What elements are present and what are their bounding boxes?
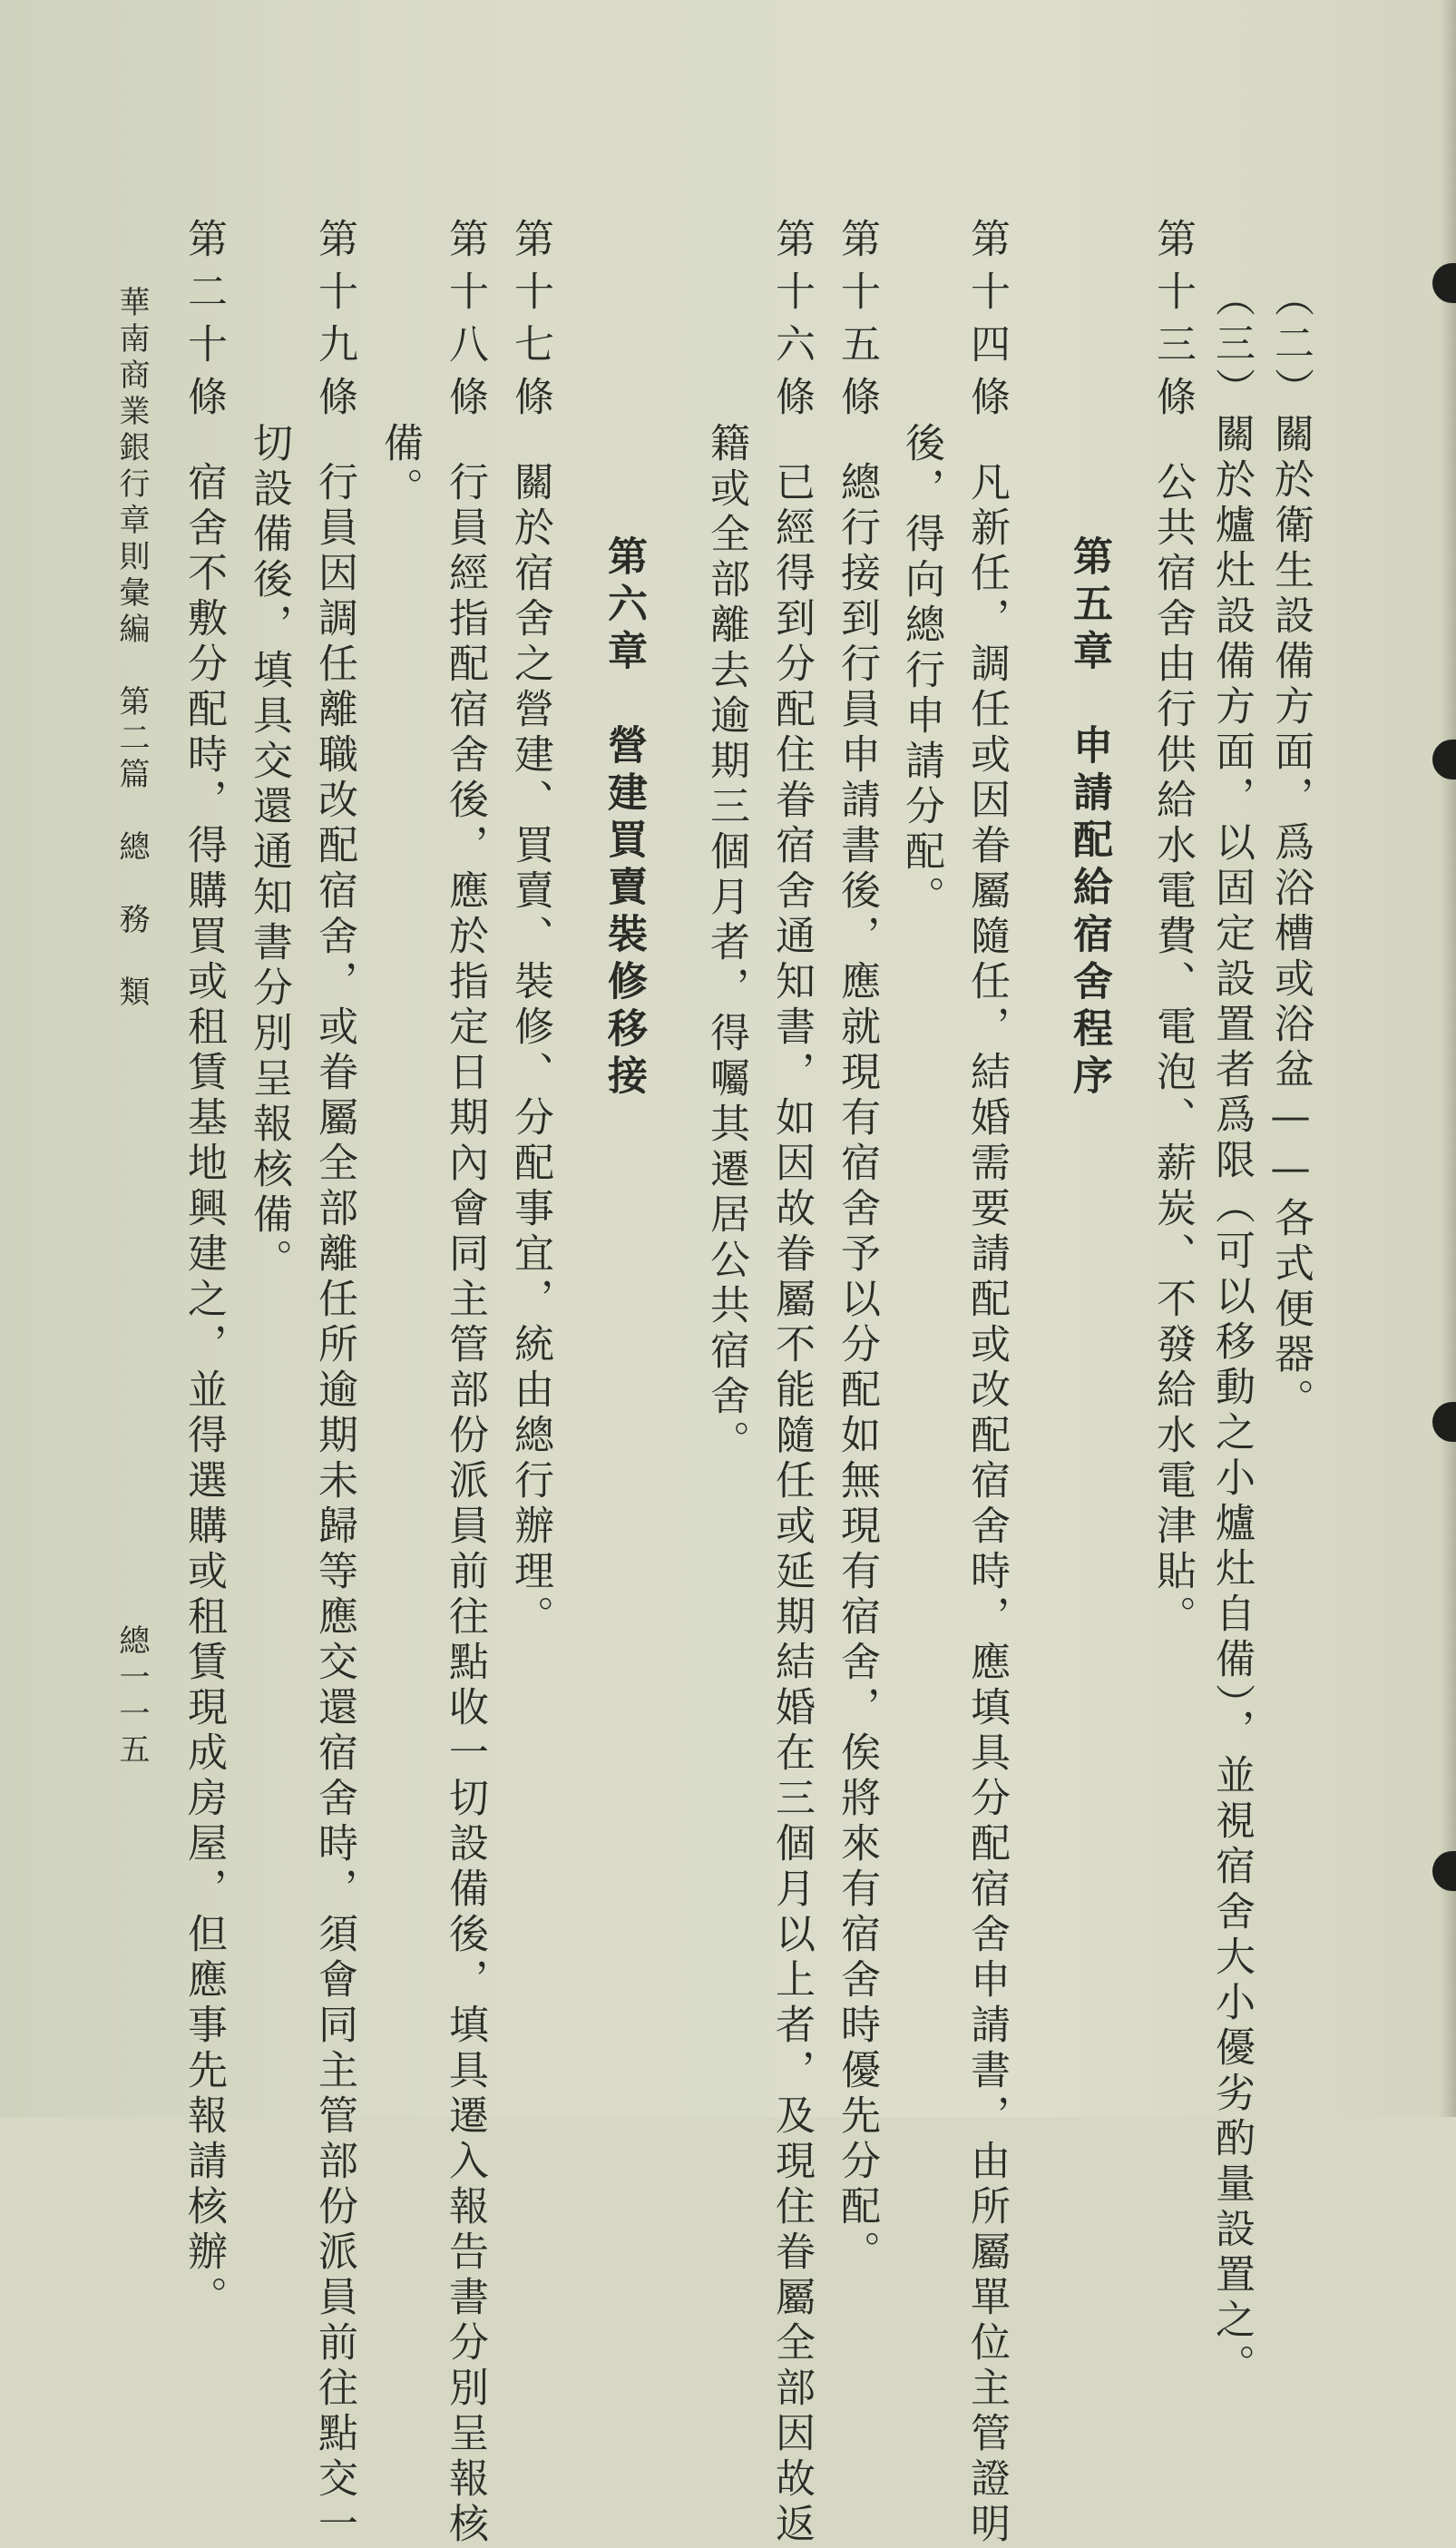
article-18: 第十八條行員經指配宿舍後，應於指定日期內會同主管部份派員前往點收一切設備後，填具遷入報告書分別呈報核 (442, 218, 488, 2548)
page-number: 總一一五 (113, 1624, 150, 1769)
chapter-6-heading: 第六章 營建買賣裝修移接 (601, 535, 647, 1102)
binding-hole (1432, 740, 1456, 779)
binding-hole (1432, 263, 1456, 303)
article-15: 第十五條總行接到行員申請書後，應就現有宿舍予以分配如無現有宿舍，俟將來有宿舍時優先分配。 (834, 218, 880, 2276)
clause-13-item-3: （三）關於爐灶設備方面，以固定設置者爲限（可以移動之小爐灶自備），並視宿舍大小優劣酌量設置之。 (1208, 277, 1255, 2389)
article-16-continued: 籍或全部離去逾期三個月者，得囑其遷居公共宿舍。 (703, 422, 749, 1465)
page-edge-shadow (1440, 0, 1456, 2117)
article-16: 第十六條已經得到分配住眷宿舍通知書，如因故眷屬不能隨任或延期結婚在三個月以上者，及現住眷屬全部因故返 (768, 218, 815, 2548)
article-17: 第十七條關於宿舍之營建、買賣、裝修、分配事宜，統由總行辦理。 (507, 218, 553, 1641)
article-19: 第十九條行員因調任離職改配宿舍，或眷屬全部離任所逾期未歸等應交還宿舍時，須會同主管部份派員前往點交一 (311, 218, 357, 2548)
binding-hole (1432, 1402, 1456, 1442)
article-14-continued: 後，得向總行申請分配。 (898, 422, 944, 921)
article-13 (1149, 218, 1196, 1641)
binding-hole (1432, 1851, 1456, 1891)
article-20: 第二十條宿舍不敷分配時，得購買或租賃基地興建之，並得選購或租賃現成房屋，但應事先報請核辦。 (181, 218, 227, 2321)
clause-13-item-2: （二）關於衛生設備方面，爲浴槽或浴盆——各式便器。 (1267, 277, 1314, 1424)
article-14: 第十四條凡新任，調任或因眷屬隨任，結婚需要請配或改配宿舍時，應填具分配宿舍申請書，由所屬單位主管證明 (963, 218, 1010, 2548)
chapter-5-heading: 第五章 申請配給宿舍程序 (1066, 535, 1112, 1102)
article-number: 第十三條 (1149, 218, 1196, 428)
running-footer-title: 華南商業銀行章則彙編 第二篇 總 務 類 (113, 286, 150, 1012)
article-18-continued: 備。 (376, 422, 423, 513)
article-text: 公共宿舍由行供給水電費、電泡、薪炭、不發給水電津貼。 (1149, 461, 1196, 1641)
article-19-continued: 切設備後，填具交還通知書分別呈報核備。 (246, 422, 292, 1284)
